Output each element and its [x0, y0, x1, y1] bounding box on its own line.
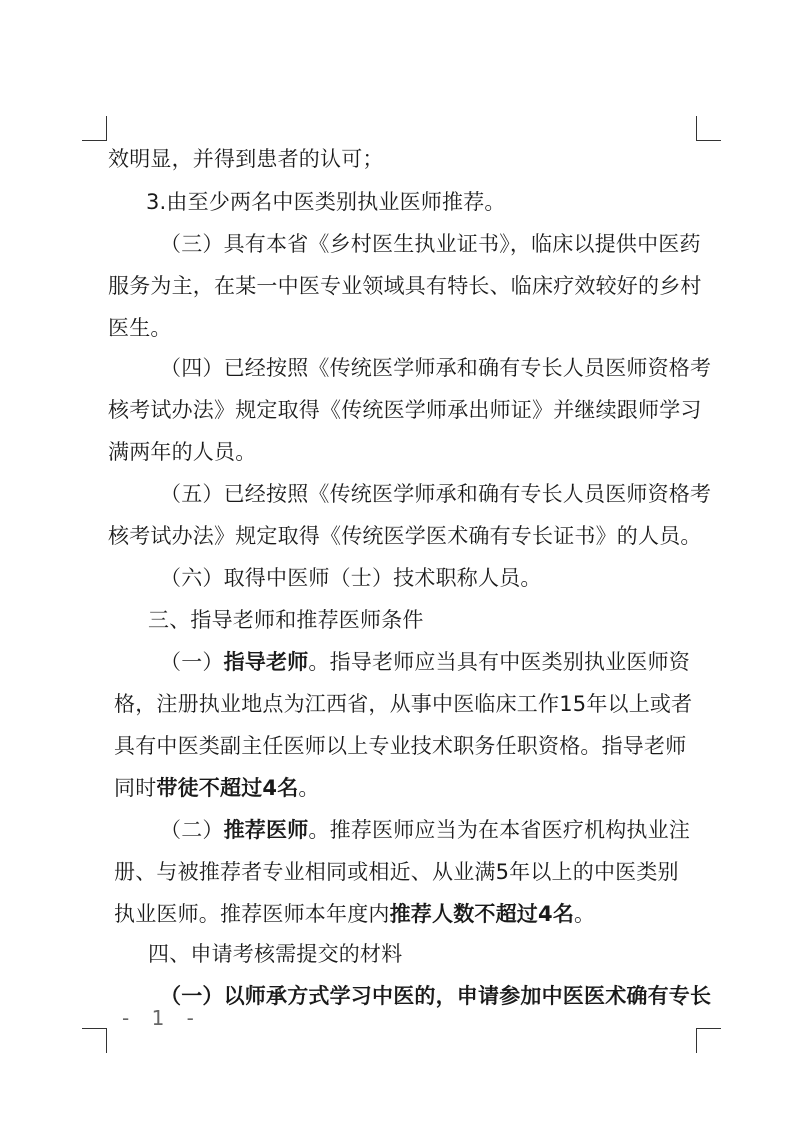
text-line — [108, 147, 384, 171]
text-line — [160, 650, 690, 674]
text-segment: 。指导老师应当具有中医类别执业医师资 — [308, 650, 691, 674]
crop-mark-bottom-left — [82, 1028, 107, 1053]
crop-mark-bottom-right — [696, 1028, 721, 1053]
text-line — [108, 316, 172, 340]
text-line — [114, 692, 692, 716]
text-segment: 三、指导老师和推荐医师条件 — [148, 608, 424, 632]
text-segment: （六）取得中医师（士）技术职称人员。 — [160, 566, 542, 590]
text-segment: （三）具有本省《乡村医生执业证书》，临床以提供中医药 — [160, 232, 701, 256]
text-segment: 核考试办法》规定取得《传统医学师承出师证》并继续跟师学习 — [108, 398, 702, 422]
text-line — [108, 524, 702, 548]
text-line — [114, 860, 679, 884]
text-line — [114, 902, 595, 926]
text-segment: （五）已经按照《传统医学师承和确有专长人员医师资格考 — [160, 482, 712, 506]
text-segment: 。 — [574, 902, 596, 926]
text-segment: 。推荐医师应当为在本省医疗机构执业注 — [308, 818, 691, 842]
crop-mark-top-left — [82, 116, 107, 141]
text-line — [114, 734, 686, 758]
text-line — [160, 984, 711, 1008]
text-segment: 四、申请考核需提交的材料 — [148, 942, 403, 966]
text-line — [108, 398, 702, 422]
text-line — [160, 566, 542, 590]
text-segment: 执业医师。推荐医师本年度内 — [114, 902, 390, 926]
text-line — [160, 818, 690, 842]
bold-text: 指导老师 — [223, 650, 309, 674]
text-segment: 具有中医类副主任医师以上专业技术职务任职资格。指导老师 — [114, 734, 687, 758]
text-segment: 服务为主，在某一中医专业领域具有特长、临床疗效较好的乡村 — [108, 274, 702, 298]
text-segment: 满两年的人员。 — [108, 440, 257, 464]
text-line — [148, 942, 402, 966]
text-segment: 格，注册执业地点为江西省，从事中医临床工作15年以上或者 — [114, 692, 693, 716]
text-line — [108, 274, 702, 298]
text-segment: 效明显，并得到患者的认可； — [108, 147, 384, 171]
text-segment: （二） — [160, 818, 224, 842]
text-segment: 3.由至少两名中医类别执业医师推荐。 — [146, 190, 506, 214]
text-line — [160, 356, 711, 380]
text-segment: 医生。 — [108, 316, 172, 340]
text-line — [146, 190, 506, 214]
text-segment: （一） — [160, 650, 224, 674]
bold-text: 带徒不超过4名 — [156, 776, 299, 800]
crop-mark-top-right — [696, 116, 721, 141]
text-segment: 核考试办法》规定取得《传统医学医术确有专长证书》的人员。 — [108, 524, 702, 548]
bold-text: 推荐医师 — [223, 818, 309, 842]
text-segment: 册、与被推荐者专业相同或相近、从业满5年以上的中医类别 — [114, 860, 679, 884]
text-line — [148, 608, 424, 632]
page-number: - 1 - — [122, 1006, 202, 1030]
bold-text: 推荐人数不超过4名 — [389, 902, 575, 926]
text-line — [114, 776, 320, 800]
text-segment: （四）已经按照《传统医学师承和确有专长人员医师资格考 — [160, 356, 712, 380]
text-line — [160, 482, 711, 506]
text-line — [160, 232, 701, 256]
text-segment: 。 — [298, 776, 320, 800]
bold-text: （一）以师承方式学习中医的，申请参加中医医术确有专长 — [160, 984, 712, 1008]
text-segment: 同时 — [114, 776, 157, 800]
text-line — [108, 440, 256, 464]
